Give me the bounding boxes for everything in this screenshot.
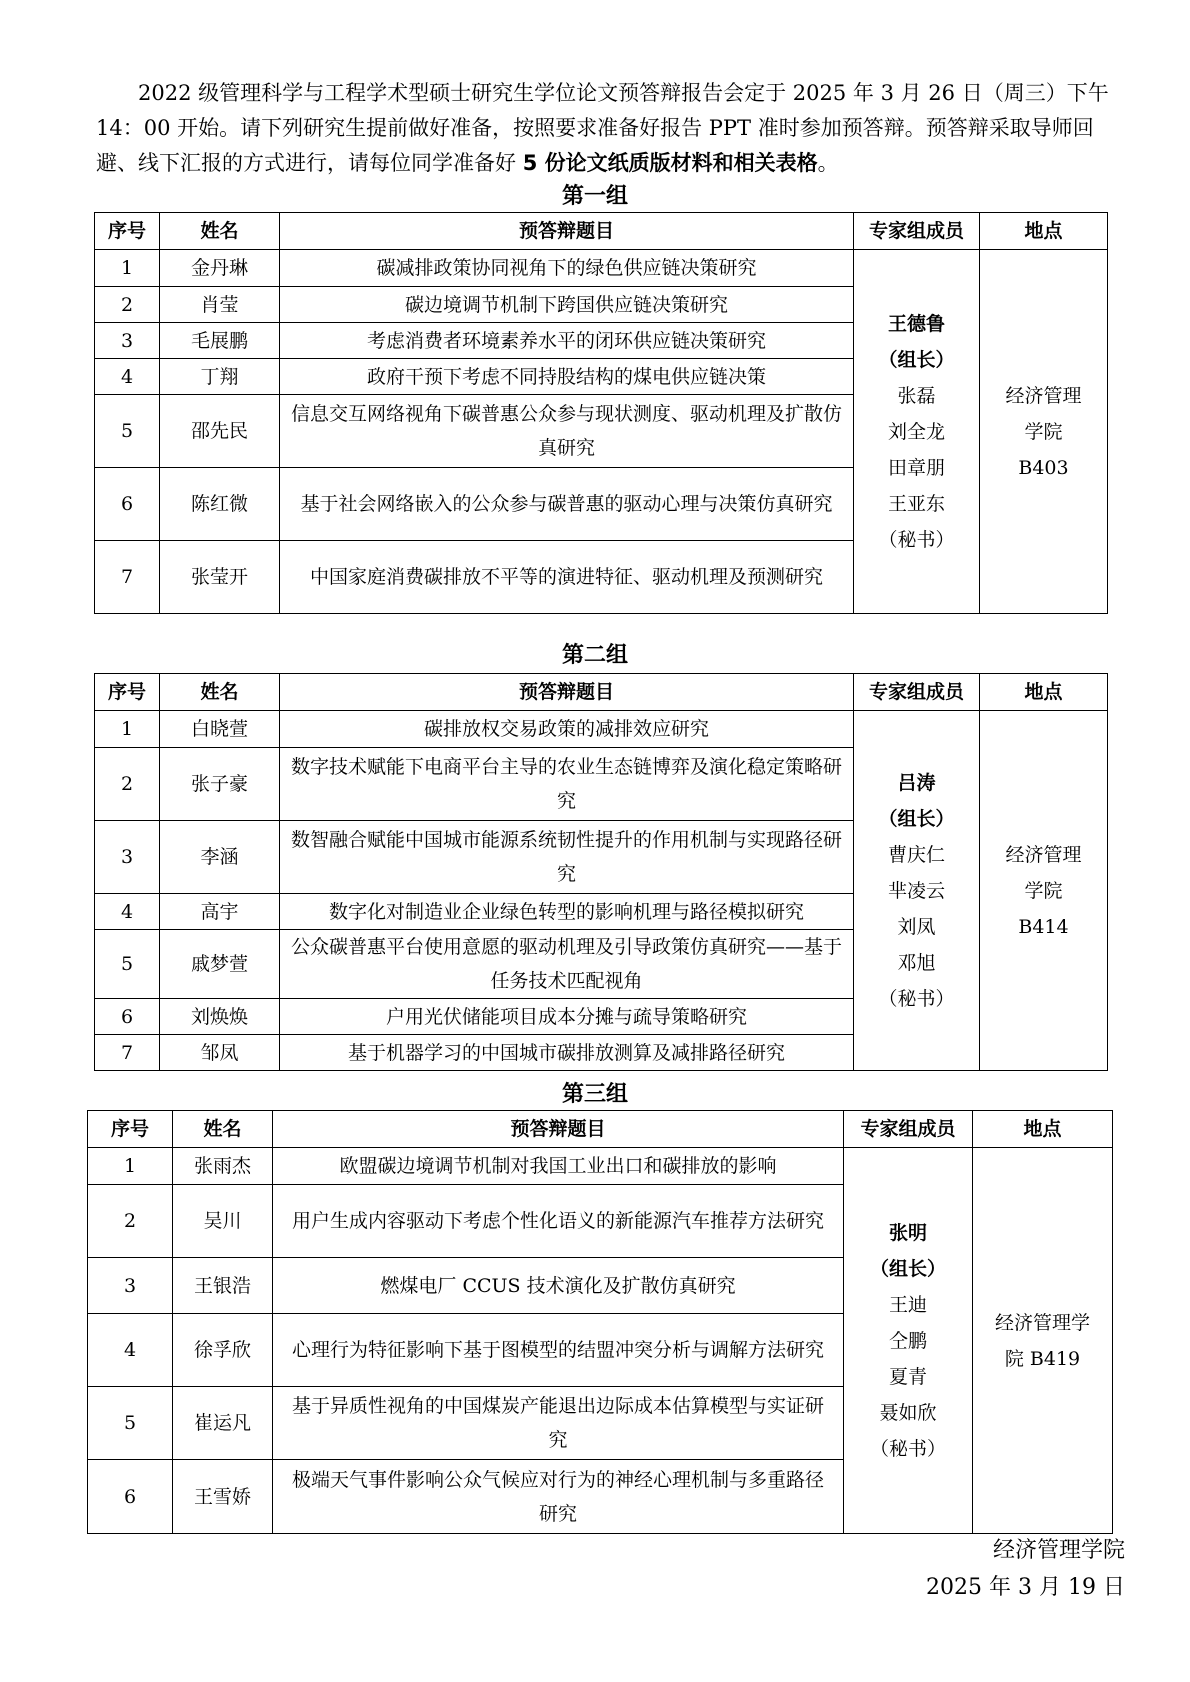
row-name: 刘焕焕: [160, 999, 280, 1035]
row-no: 4: [95, 359, 160, 395]
row-topic: 数智融合赋能中国城市能源系统韧性提升的作用机制与实现路径研究: [280, 821, 854, 894]
row-name: 金丹琳: [160, 250, 280, 287]
row-topic: 极端天气事件影响公众气候应对行为的神经心理机制与多重路径研究: [273, 1460, 844, 1534]
row-no: 5: [88, 1387, 173, 1460]
row-no: 6: [95, 468, 160, 541]
row-topic: 公众碳普惠平台使用意愿的驱动机理及引导政策仿真研究——基于任务技术匹配视角: [280, 930, 854, 999]
expert-members: [844, 1148, 973, 1534]
row-no: 4: [95, 894, 160, 930]
row-topic: 碳排放权交易政策的减排效应研究: [280, 711, 854, 748]
leader-name: 张明: [888, 1221, 927, 1244]
row-no: 5: [95, 930, 160, 999]
row-no: 3: [95, 323, 160, 359]
header-location: 地点: [980, 674, 1108, 711]
row-topic: 欧盟碳边境调节机制对我国工业出口和碳排放的影响: [273, 1148, 844, 1185]
member-name: 仝鹏: [888, 1329, 927, 1352]
row-topic: 考虑消费者环境素养水平的闭环供应链决策研究: [280, 323, 854, 359]
row-topic: 政府干预下考虑不同持股结构的煤电供应链决策: [280, 359, 854, 395]
footer-date: 2025 年 3 月 19 日: [926, 1575, 1125, 1600]
expert-members: [854, 250, 980, 614]
table-header-row: [95, 213, 1108, 250]
row-topic: 信息交互网络视角下碳普惠公众参与现状测度、驱动机理及扩散仿真研究: [280, 395, 854, 468]
member-name: 张磊: [897, 384, 936, 407]
row-topic: 碳边境调节机制下跨国供应链决策研究: [280, 287, 854, 323]
table-row: [95, 711, 1108, 748]
table-header-row: [88, 1111, 1113, 1148]
group-3-title: 第三组: [561, 1082, 628, 1107]
intro-text-end: 。: [817, 151, 839, 175]
row-topic: 户用光伏储能项目成本分摊与疏导策略研究: [280, 999, 854, 1035]
row-no: 1: [95, 711, 160, 748]
row-topic: 燃煤电厂 CCUS 技术演化及扩散仿真研究: [273, 1258, 844, 1314]
group-1-title: 第一组: [561, 184, 628, 209]
row-no: 2: [95, 748, 160, 821]
row-name: 邹凤: [160, 1035, 280, 1071]
table-row: [88, 1148, 1113, 1185]
row-name: 张莹开: [160, 541, 280, 614]
table-header-row: [95, 674, 1108, 711]
row-no: 2: [95, 287, 160, 323]
row-no: 7: [95, 541, 160, 614]
row-name: 吴川: [173, 1185, 273, 1258]
row-name: 戚梦萱: [160, 930, 280, 999]
row-name: 白晓萱: [160, 711, 280, 748]
member-name: 邓旭: [897, 951, 936, 974]
row-topic: 心理行为特征影响下基于图模型的结盟冲突分析与调解方法研究: [273, 1314, 844, 1387]
row-no: 3: [95, 821, 160, 894]
header-topic: 预答辩题目: [280, 213, 854, 250]
row-no: 4: [88, 1314, 173, 1387]
table-row: [95, 250, 1108, 287]
row-name: 丁翔: [160, 359, 280, 395]
member-name: 王迪: [888, 1293, 927, 1316]
row-no: 6: [95, 999, 160, 1035]
location-line: 经济管理: [1005, 843, 1082, 866]
leader-name: 吕涛: [897, 771, 936, 794]
row-topic: 基于社会网络嵌入的公众参与碳普惠的驱动心理与决策仿真研究: [280, 468, 854, 541]
member-name: 刘凤: [897, 915, 936, 938]
row-name: 王雪娇: [173, 1460, 273, 1534]
location-line: 经济管理: [1005, 384, 1082, 407]
row-name: 高宇: [160, 894, 280, 930]
row-name: 崔运凡: [173, 1387, 273, 1460]
row-name: 陈红微: [160, 468, 280, 541]
row-no: 2: [88, 1185, 173, 1258]
header-name: 姓名: [173, 1111, 273, 1148]
footer-org: 经济管理学院: [992, 1538, 1125, 1563]
row-no: 3: [88, 1258, 173, 1314]
leader-note: （组长）: [878, 348, 955, 371]
header-topic: 预答辩题目: [273, 1111, 844, 1148]
group-2-title: 第二组: [561, 643, 628, 668]
row-no: 5: [95, 395, 160, 468]
row-name: 肖莹: [160, 287, 280, 323]
footer-signature: [926, 1532, 1125, 1606]
header-topic: 预答辩题目: [280, 674, 854, 711]
secretary-note: （秘书）: [878, 528, 955, 551]
intro-bold-text: 5 份论文纸质版材料和相关表格: [522, 151, 818, 175]
member-name: 田章朋: [887, 456, 945, 479]
group-1-table: [94, 212, 1108, 614]
row-topic: 碳减排政策协同视角下的绿色供应链决策研究: [280, 250, 854, 287]
row-name: 张子豪: [160, 748, 280, 821]
header-members: 专家组成员: [854, 213, 980, 250]
row-no: 1: [95, 250, 160, 287]
location: [973, 1148, 1113, 1534]
row-name: 毛展鹏: [160, 323, 280, 359]
row-name: 张雨杰: [173, 1148, 273, 1185]
member-name: 刘全龙: [887, 420, 945, 443]
secretary-note: （秘书）: [869, 1437, 946, 1460]
header-no: 序号: [95, 674, 160, 711]
intro-text: 2022 级管理科学与工程学术型硕士研究生学位论文预答辩报告会定于 2025 年 3 月 26 日（周三）下午 14：00 开始。请下列研究生提前做好准备，按照要求准备好报告 PPT 准时参加预答辩。预答辩采取导师回避、线下汇报的方式进行，请每位同学准备好: [96, 81, 1109, 175]
group-3-table: [87, 1110, 1113, 1534]
location-line: 学院: [1024, 879, 1063, 902]
location: [980, 250, 1108, 614]
row-topic: 数字化对制造业企业绿色转型的影响机理与路径模拟研究: [280, 894, 854, 930]
row-topic: 基于异质性视角的中国煤炭产能退出边际成本估算模型与实证研究: [273, 1387, 844, 1460]
header-members: 专家组成员: [854, 674, 980, 711]
row-no: 6: [88, 1460, 173, 1534]
group-2-table: [94, 673, 1108, 1071]
member-name: 夏青: [888, 1365, 927, 1388]
member-name: 芈凌云: [887, 879, 945, 902]
secretary-note: （秘书）: [878, 987, 955, 1010]
row-name: 徐孚欣: [173, 1314, 273, 1387]
header-no: 序号: [88, 1111, 173, 1148]
location-line: 院 B419: [1004, 1347, 1081, 1370]
row-topic: 中国家庭消费碳排放不平等的演进特征、驱动机理及预测研究: [280, 541, 854, 614]
member-name: 王亚东: [887, 492, 945, 515]
leader-note: （组长）: [878, 807, 955, 830]
location-line: B403: [1018, 456, 1069, 479]
leader-name: 王德鲁: [887, 312, 945, 335]
header-location: 地点: [980, 213, 1108, 250]
header-name: 姓名: [160, 213, 280, 250]
header-members: 专家组成员: [844, 1111, 973, 1148]
location: [980, 711, 1108, 1071]
row-name: 李涵: [160, 821, 280, 894]
member-name: 曹庆仁: [887, 843, 945, 866]
row-name: 邵先民: [160, 395, 280, 468]
location-line: 经济管理学: [994, 1311, 1090, 1334]
leader-note: （组长）: [869, 1257, 946, 1280]
expert-members: [854, 711, 980, 1071]
row-no: 7: [95, 1035, 160, 1071]
row-topic: 基于机器学习的中国城市碳排放测算及减排路径研究: [280, 1035, 854, 1071]
location-line: B414: [1018, 915, 1069, 938]
member-name: 聂如欣: [879, 1401, 937, 1424]
location-line: 学院: [1024, 420, 1063, 443]
row-topic: 用户生成内容驱动下考虑个性化语义的新能源汽车推荐方法研究: [273, 1185, 844, 1258]
header-location: 地点: [973, 1111, 1113, 1148]
row-topic: 数字技术赋能下电商平台主导的农业生态链博弈及演化稳定策略研究: [280, 748, 854, 821]
header-no: 序号: [95, 213, 160, 250]
intro-paragraph: [96, 76, 1120, 181]
header-name: 姓名: [160, 674, 280, 711]
row-name: 王银浩: [173, 1258, 273, 1314]
row-no: 1: [88, 1148, 173, 1185]
